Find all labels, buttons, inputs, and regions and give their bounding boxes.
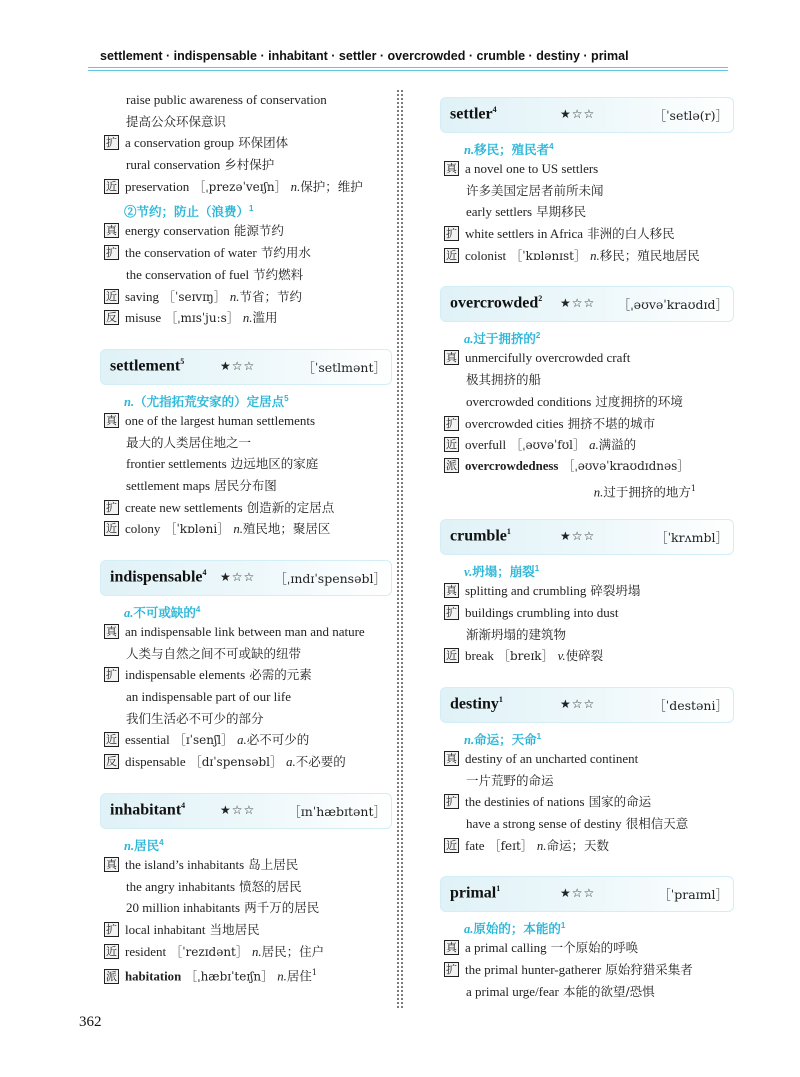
english-phrase: the conservation of water xyxy=(125,245,257,261)
frequency-sup: 2 xyxy=(538,294,543,304)
headword-bar xyxy=(100,793,392,829)
example-line xyxy=(104,919,392,941)
frequency-sup: 5 xyxy=(180,356,185,366)
headword-text: inhabitant xyxy=(110,801,182,819)
derived-word: habitation xyxy=(125,969,182,984)
sense-label xyxy=(444,914,734,937)
example-line xyxy=(444,959,734,981)
synonym-tag: 近 xyxy=(106,522,117,536)
spacer xyxy=(444,89,734,97)
english-phrase: the conservation of fuel xyxy=(126,266,250,282)
chinese-gloss: 渐渐坍塌的建筑物 xyxy=(466,626,567,642)
frequency-sup: 4 xyxy=(195,605,201,614)
example-line xyxy=(104,286,392,308)
frequency-sup: 5 xyxy=(284,393,289,403)
english-phrase: saving xyxy=(125,288,159,304)
right-column xyxy=(444,89,734,1003)
example-line xyxy=(104,962,392,984)
english-phrase: frontier settlements xyxy=(126,456,227,472)
frequency-sup: 1 xyxy=(249,204,254,214)
chinese-gloss: 移民；殖民地居民 xyxy=(599,247,700,263)
headword xyxy=(450,527,511,545)
extension-tag: 扩 xyxy=(106,500,117,514)
synonym-tag: 近 xyxy=(446,838,457,852)
example-line xyxy=(104,475,392,497)
part-of-speech: a. xyxy=(464,332,474,347)
real-exam-tag: 真 xyxy=(106,625,117,638)
headword-text: destiny xyxy=(450,695,499,713)
chinese-gloss: 当地居民 xyxy=(209,921,260,937)
frequency-sup: 1 xyxy=(534,564,540,574)
example-line xyxy=(444,347,734,369)
example-line xyxy=(104,410,392,432)
english-phrase: rural conservation xyxy=(126,157,221,173)
headword-bar xyxy=(440,876,734,912)
chinese-gloss: 节省；节约 xyxy=(239,288,302,304)
chinese-gloss: 满溢的 xyxy=(598,437,637,453)
english-phrase: 20 million inhabitants xyxy=(126,900,241,916)
english-phrase: colonist xyxy=(465,247,507,263)
example-line xyxy=(444,158,734,180)
sense-text: 命运；天命 xyxy=(474,733,537,748)
english-phrase: the destinies of nations xyxy=(465,794,585,810)
example-line xyxy=(104,897,392,919)
sense-text: 移民；殖民者 xyxy=(474,143,550,158)
frequency-sup: 1 xyxy=(496,884,501,894)
english-phrase: local inhabitant xyxy=(125,921,206,937)
chinese-gloss: 拥挤不堪的城市 xyxy=(567,415,656,431)
example-line xyxy=(444,413,734,435)
chinese-gloss: 必不可少的 xyxy=(246,732,310,748)
headword-bar xyxy=(100,560,392,596)
frequency-sup: 1 xyxy=(506,527,511,537)
sense-text: （尤指拓荒安家的）定居点 xyxy=(134,395,285,410)
example-line xyxy=(104,497,392,519)
sense-label xyxy=(104,387,392,410)
example-line xyxy=(444,791,734,813)
english-phrase: overfull xyxy=(465,437,507,453)
chinese-gloss: 使碎裂 xyxy=(565,648,604,664)
english-phrase: fate xyxy=(465,837,485,853)
part-of-speech: n. xyxy=(242,311,253,326)
star-rating: ★☆☆ xyxy=(560,697,596,711)
example-line xyxy=(444,602,734,624)
headword-phonetic: ［ˌɪndɪˈspensəbl］ xyxy=(274,571,386,586)
chinese-gloss: 殖民地；聚居区 xyxy=(242,521,331,537)
english-phrase: destiny of an uncharted continent xyxy=(465,751,639,766)
part-of-speech: n. xyxy=(593,484,604,499)
chinese-gloss: 一个原始的呼唤 xyxy=(550,940,639,956)
antonym-tag: 反 xyxy=(106,755,117,769)
spacer xyxy=(104,540,392,560)
phonetic: ［dɪˈspensəbl］ xyxy=(189,755,283,770)
sense-label xyxy=(104,598,392,621)
chinese-gloss: 最大的人类居住地之一 xyxy=(126,434,252,450)
example-line xyxy=(444,748,734,770)
derivative-tag: 派 xyxy=(446,458,457,472)
derived-word: overcrowdedness xyxy=(465,458,559,473)
headword-text: settler xyxy=(450,105,493,123)
part-of-speech: a. xyxy=(589,438,599,453)
sense-label xyxy=(444,324,734,347)
phonetic: ［ˈkɒləni］ xyxy=(164,522,230,537)
english-phrase: the angry inhabitants xyxy=(126,878,236,894)
spacer xyxy=(104,773,392,793)
example-line xyxy=(104,854,392,876)
english-phrase: create new settlements xyxy=(125,499,243,515)
sense-text: 坍塌；崩裂 xyxy=(472,565,535,580)
example-line xyxy=(444,180,734,202)
part-of-speech: n. xyxy=(290,179,301,194)
real-exam-tag: 真 xyxy=(106,224,117,238)
part-of-speech: n. xyxy=(464,733,475,748)
chinese-gloss: 一片荒野的命运 xyxy=(466,772,554,788)
synonym-tag: 近 xyxy=(106,289,117,303)
running-header: settlement · indispensable · inhabitant · settler · overcrowded · crumble · destiny · primal xyxy=(100,49,629,63)
example-line xyxy=(444,813,734,835)
example-line xyxy=(444,245,734,267)
chinese-gloss: 不必要的 xyxy=(295,754,346,770)
spacer xyxy=(444,499,734,519)
headword-text: crumble xyxy=(450,527,507,545)
spacer xyxy=(444,266,734,286)
headword-bar xyxy=(440,286,734,322)
part-of-speech: a. xyxy=(286,755,296,770)
chinese-gloss: 命运；天数 xyxy=(546,837,609,853)
english-phrase: misuse xyxy=(125,310,162,326)
example-line xyxy=(104,111,392,133)
part-of-speech: n. xyxy=(124,395,135,410)
english-phrase: indispensable elements xyxy=(125,667,246,683)
english-phrase: a conservation group xyxy=(125,135,235,151)
english-phrase: have a strong sense of destiny xyxy=(466,816,622,832)
part-of-speech: a. xyxy=(464,922,474,937)
extension-tag: 扩 xyxy=(106,136,117,150)
example-line xyxy=(444,369,734,391)
example-line xyxy=(104,729,392,751)
chinese-gloss: 非洲的白人移民 xyxy=(587,226,675,242)
chinese-gloss: 创造新的定居点 xyxy=(246,499,335,515)
sense-text: 原始的；本能的 xyxy=(473,922,561,937)
example-line xyxy=(444,645,734,667)
phonetic: ［ɪˈsenʃl］ xyxy=(173,733,234,748)
example-line xyxy=(444,478,734,500)
english-phrase: colony xyxy=(125,521,161,537)
example-line xyxy=(104,176,392,198)
part-of-speech: a. xyxy=(237,733,247,748)
frequency-sup: 1 xyxy=(690,483,696,493)
spacer xyxy=(104,329,392,349)
frequency-sup: 1 xyxy=(498,695,503,704)
example-line xyxy=(444,981,734,1003)
english-phrase: a primal urge/fear xyxy=(466,983,559,999)
part-of-speech: n. xyxy=(590,248,600,263)
extension-tag: 扩 xyxy=(106,668,117,682)
headword-bar xyxy=(440,519,734,555)
english-phrase: an indispensable part of our life xyxy=(126,689,291,705)
chinese-gloss: 早期移民 xyxy=(536,204,587,220)
sense-label xyxy=(104,197,392,220)
chinese-gloss: 极其拥挤的船 xyxy=(466,372,542,388)
chinese-gloss: 国家的命运 xyxy=(588,794,652,810)
chinese-gloss: 节约用水 xyxy=(260,245,311,261)
page-number: 362 xyxy=(79,1014,102,1030)
phonetic: ［ˈrezɪdənt］ xyxy=(170,944,248,959)
phonetic: ［ˌəʊvəˈkraʊdɪdnəs］ xyxy=(562,458,690,473)
column-divider xyxy=(394,90,406,1010)
example-line xyxy=(444,434,734,456)
frequency-sup: 4 xyxy=(202,568,207,577)
chinese-gloss: 过度拥挤的环境 xyxy=(595,393,683,409)
headword xyxy=(110,357,184,375)
sense-text: ②节约；防止（浪费） xyxy=(124,205,250,220)
part-of-speech: n. xyxy=(229,289,240,304)
example-line xyxy=(104,664,392,686)
example-line xyxy=(444,223,734,245)
english-phrase: a novel one to US settlers xyxy=(465,161,599,176)
example-line xyxy=(104,132,392,154)
real-exam-tag: 真 xyxy=(106,413,117,427)
sense-label xyxy=(104,831,392,854)
headword-phonetic: ［ˈsetlmənt］ xyxy=(302,359,386,375)
chinese-gloss: 碎裂坍塌 xyxy=(590,583,641,599)
english-phrase: preservation xyxy=(125,178,190,194)
phonetic: ［ˌəʊvəˈfʊl］ xyxy=(510,438,585,453)
chinese-gloss: 滥用 xyxy=(252,310,278,326)
sense-label xyxy=(444,557,734,580)
english-phrase: the island’s inhabitants xyxy=(125,856,245,872)
english-phrase: dispensable xyxy=(125,754,186,770)
star-rating: ★☆☆ xyxy=(560,886,596,901)
example-line xyxy=(444,835,734,857)
synonym-tag: 近 xyxy=(446,248,457,262)
synonym-tag: 近 xyxy=(106,179,117,193)
phonetic: ［ˈseɪvɪŋ］ xyxy=(163,289,226,304)
english-phrase: settlement maps xyxy=(126,477,211,493)
frequency-sup: 4 xyxy=(181,800,186,810)
example-line xyxy=(444,770,734,792)
header-rule-bottom xyxy=(88,70,728,71)
english-phrase: the primal hunter-gatherer xyxy=(465,962,602,978)
english-phrase: raise public awareness of conservation xyxy=(126,92,327,107)
extension-tag: 扩 xyxy=(446,416,457,430)
example-line xyxy=(104,708,392,730)
real-exam-tag: 真 xyxy=(446,941,457,955)
part-of-speech: n. xyxy=(251,944,262,959)
headword xyxy=(450,294,542,312)
headword-phonetic: ［ˈsetlə(r)］ xyxy=(653,108,728,123)
synonym-tag: 近 xyxy=(446,438,457,452)
chinese-gloss: 两千万的居民 xyxy=(244,900,320,916)
headword-phonetic: ［ˈkrʌmbl］ xyxy=(655,530,728,546)
frequency-sup: 4 xyxy=(492,105,497,114)
headword-bar xyxy=(440,97,734,133)
part-of-speech: n. xyxy=(536,838,547,853)
english-phrase: a primal calling xyxy=(465,940,547,956)
chinese-gloss: 许多美国定居者前所未闻 xyxy=(466,182,604,198)
headword-text: settlement xyxy=(110,357,181,375)
star-rating: ★☆☆ xyxy=(560,529,596,544)
synonym-tag: 近 xyxy=(446,649,457,663)
example-line xyxy=(104,89,392,111)
phonetic: ［feɪt］ xyxy=(488,838,533,853)
frequency-sup: 4 xyxy=(549,142,554,151)
headword-phonetic: ［ˈpraɪml］ xyxy=(658,887,728,903)
english-phrase: white settlers in Africa xyxy=(465,226,584,242)
synonym-tag: 近 xyxy=(106,944,117,958)
english-phrase: an indispensable link between man and nature xyxy=(125,624,365,639)
part-of-speech: n. xyxy=(124,838,135,853)
headword-text: primal xyxy=(450,884,497,902)
spacer xyxy=(444,667,734,687)
example-line xyxy=(104,876,392,898)
phonetic: ［ˌhæbɪˈteɪʃn］ xyxy=(185,969,274,984)
example-line xyxy=(104,621,392,643)
phonetic: ［breɪk］ xyxy=(497,649,554,664)
extension-tag: 扩 xyxy=(446,227,457,241)
example-line xyxy=(444,624,734,646)
headword xyxy=(450,884,500,902)
english-phrase: overcrowded cities xyxy=(465,415,564,431)
extension-tag: 扩 xyxy=(446,605,457,619)
frequency-sup: 4 xyxy=(159,837,164,847)
frequency-sup: 1 xyxy=(536,732,542,741)
example-line xyxy=(104,154,392,176)
sense-text: 居民 xyxy=(134,838,160,853)
real-exam-tag: 真 xyxy=(446,162,457,175)
example-line xyxy=(104,643,392,665)
extension-tag: 扩 xyxy=(106,922,117,936)
headword-bar xyxy=(100,349,392,385)
example-line xyxy=(104,453,392,475)
part-of-speech: n. xyxy=(464,143,475,158)
english-phrase: break xyxy=(465,648,494,664)
headword xyxy=(110,801,185,819)
chinese-gloss: 很相信天意 xyxy=(625,816,689,832)
example-line xyxy=(444,580,734,602)
sense-label xyxy=(444,725,734,748)
example-line xyxy=(444,391,734,413)
chinese-gloss: 过于拥挤的地方 xyxy=(603,483,691,499)
english-phrase: energy conservation xyxy=(125,223,230,239)
real-exam-tag: 真 xyxy=(446,351,457,365)
english-phrase: early settlers xyxy=(466,204,533,220)
phonetic: ［ˌprezəˈveɪʃn］ xyxy=(193,179,287,194)
sense-text: 过于拥挤的 xyxy=(473,332,536,347)
chinese-gloss: 环保团体 xyxy=(238,135,289,151)
chinese-gloss: 居民；住户 xyxy=(261,943,325,959)
example-line xyxy=(104,686,392,708)
english-phrase: one of the largest human settlements xyxy=(125,412,316,428)
example-line xyxy=(104,941,392,963)
example-line xyxy=(104,307,392,329)
chinese-gloss: 本能的欲望/恐惧 xyxy=(562,983,655,999)
phonetic: ［ˌmɪsˈjuːs］ xyxy=(165,311,239,326)
headword-phonetic: ［ˈdestəni］ xyxy=(653,698,728,713)
chinese-gloss: 居民分布图 xyxy=(214,477,277,493)
headword-phonetic: ［ˌəʊvəˈkraʊdɪd］ xyxy=(617,297,728,313)
sense-label xyxy=(444,135,734,158)
headword-bar xyxy=(440,687,734,723)
real-exam-tag: 真 xyxy=(106,857,117,871)
spacer xyxy=(444,856,734,876)
phonetic: ［ˈkɒlənɪst］ xyxy=(510,248,586,263)
star-rating: ★☆☆ xyxy=(560,107,596,121)
sense-text: 不可或缺的 xyxy=(133,606,196,621)
star-rating: ★☆☆ xyxy=(560,296,596,311)
chinese-gloss: 保护；维护 xyxy=(300,178,363,194)
star-rating: ★☆☆ xyxy=(220,358,256,373)
headword xyxy=(450,695,503,713)
headword-text: overcrowded xyxy=(450,294,539,312)
example-line xyxy=(104,220,392,242)
part-of-speech: v. xyxy=(464,565,473,580)
antonym-tag: 反 xyxy=(106,311,117,325)
headword-phonetic: ［ɪnˈhæbɪtənt］ xyxy=(288,803,386,819)
chinese-gloss: 我们生活必不可少的部分 xyxy=(126,710,264,726)
chinese-gloss: 岛上居民 xyxy=(248,856,299,872)
headword xyxy=(110,568,206,586)
chinese-gloss: 提高公众环保意识 xyxy=(126,113,227,129)
frequency-sup: 1 xyxy=(311,968,317,978)
chinese-gloss: 居住 xyxy=(286,968,312,984)
chinese-gloss: 必需的元素 xyxy=(249,667,312,683)
english-phrase: overcrowded conditions xyxy=(466,393,592,409)
extension-tag: 扩 xyxy=(446,795,457,809)
example-line xyxy=(104,518,392,540)
example-line xyxy=(444,937,734,959)
headword xyxy=(450,105,497,123)
english-phrase: unmercifully overcrowded craft xyxy=(465,350,631,366)
chinese-gloss: 愤怒的居民 xyxy=(239,878,302,894)
part-of-speech: n. xyxy=(233,522,243,537)
example-line xyxy=(104,242,392,264)
example-line xyxy=(104,751,392,773)
left-column xyxy=(104,89,392,984)
star-rating: ★☆☆ xyxy=(220,570,256,584)
part-of-speech: v. xyxy=(557,649,566,664)
chinese-gloss: 乡村保护 xyxy=(224,157,275,173)
example-line xyxy=(104,432,392,454)
extension-tag: 扩 xyxy=(106,246,117,260)
headword-text: indispensable xyxy=(110,568,203,586)
extension-tag: 扩 xyxy=(446,963,457,977)
example-line xyxy=(104,264,392,286)
chinese-gloss: 人类与自然之间不可或缺的纽带 xyxy=(126,645,302,661)
frequency-sup: 1 xyxy=(560,921,566,931)
chinese-gloss: 节约燃料 xyxy=(253,266,304,282)
chinese-gloss: 能源节约 xyxy=(233,223,284,239)
english-phrase: splitting and crumbling xyxy=(465,583,587,599)
chinese-gloss: 边远地区的家庭 xyxy=(230,456,319,472)
english-phrase: resident xyxy=(125,943,167,959)
part-of-speech: n. xyxy=(277,969,287,984)
frequency-sup: 2 xyxy=(535,331,541,341)
english-phrase: essential xyxy=(125,732,170,748)
star-rating: ★☆☆ xyxy=(220,802,256,817)
real-exam-tag: 真 xyxy=(446,584,457,598)
part-of-speech: a. xyxy=(124,606,134,621)
header-rule-top xyxy=(88,67,728,68)
synonym-tag: 近 xyxy=(106,733,117,747)
derivative-tag: 派 xyxy=(106,969,117,983)
real-exam-tag: 真 xyxy=(446,752,457,765)
chinese-gloss: 原始狩猎采集者 xyxy=(605,962,693,978)
example-line xyxy=(444,201,734,223)
english-phrase: buildings crumbling into dust xyxy=(465,604,619,620)
example-line xyxy=(444,456,734,478)
